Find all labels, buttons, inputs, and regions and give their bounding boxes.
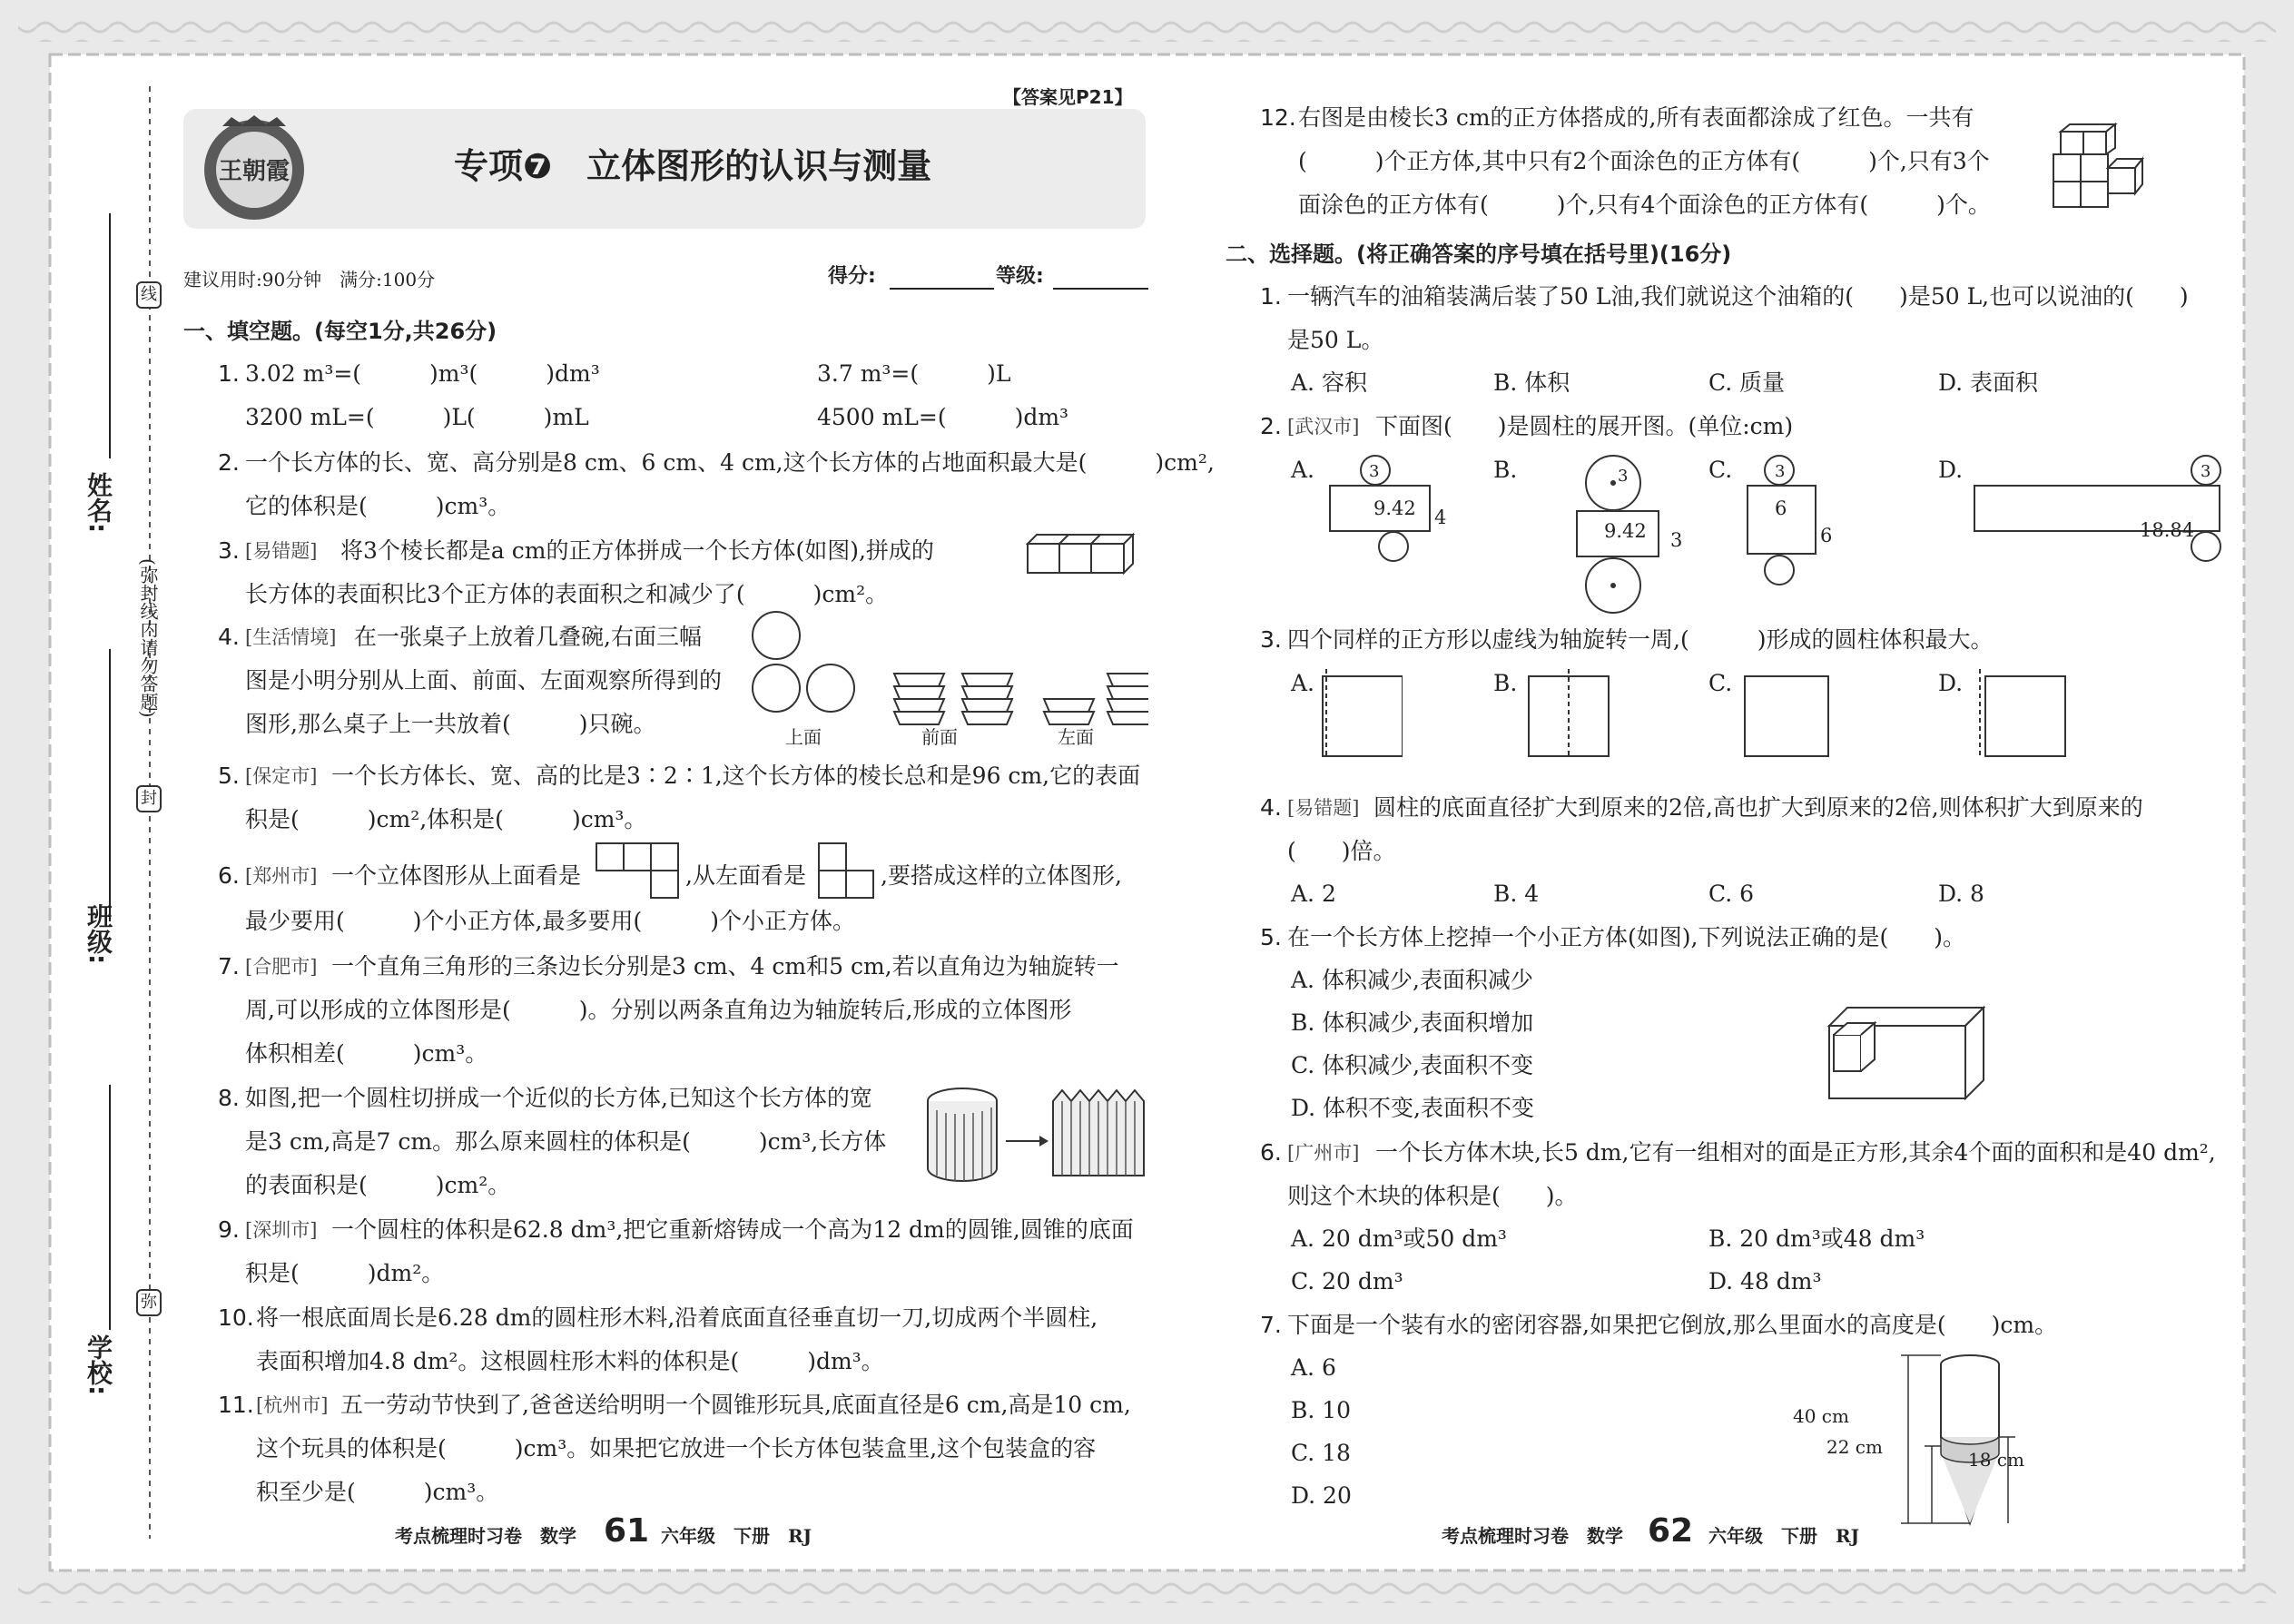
q10-line1: 将一根底面周长是6.28 dm的圆柱形木料,沿着底面直径垂直切一刀,切成两个半圆柱, <box>256 1304 1098 1331</box>
q3-three-cubes-figure <box>1026 531 1139 576</box>
q12-line1: 右图是由棱长3 cm的正方体搭成的,所有表面都涂成了红色。一共有 <box>1298 104 1974 131</box>
class-label: 班级: <box>84 903 113 965</box>
q6-top-view-figure <box>595 842 685 900</box>
c5-option-c[interactable]: C. 体积减少,表面积不变 <box>1291 1052 1534 1078</box>
q6-number: 6. <box>218 862 240 889</box>
q8-cylinder-to-cuboid-figure <box>926 1085 1148 1185</box>
binding-note: (弥封线内请勿答题) <box>137 558 159 718</box>
name-class-school-lines <box>104 213 115 1375</box>
c5-cuboid-with-notch-figure <box>1825 1003 1988 1103</box>
c4-option-d[interactable]: D. 8 <box>1938 881 1984 907</box>
c3-number: 3. <box>1260 626 1282 653</box>
c2-c-length: 6 <box>1775 497 1787 519</box>
c2-option-d[interactable]: D. <box>1938 457 1964 483</box>
q3-number: 3. <box>218 537 240 564</box>
c1-option-d[interactable]: D. 表面积 <box>1938 369 2039 396</box>
grade-blank[interactable] <box>1053 288 1148 290</box>
c4-number: 4. <box>1260 794 1282 821</box>
q12-line3: 面涂色的正方体有( )个,只有4个面涂色的正方体有( )个。 <box>1298 192 1991 218</box>
c2-b-length: 9.42 <box>1604 520 1647 542</box>
q4-number: 4. <box>218 624 240 650</box>
exam-sheet <box>54 59 2240 1566</box>
q9-line2: 积是( )dm²。 <box>245 1260 445 1286</box>
c5-option-b[interactable]: B. 体积减少,表面积增加 <box>1291 1009 1534 1036</box>
c7-height-40: 40 cm <box>1793 1405 1849 1427</box>
q4-view-left-label: 左面 <box>1058 726 1094 748</box>
c2-a-height: 4 <box>1434 507 1447 528</box>
q11-line2: 这个玩具的体积是( )cm³。如果把它放进一个长方体包装盒里,这个包装盒的容 <box>256 1435 1097 1462</box>
page-title: 专项❼ 立体图形的认识与测量 <box>454 146 932 186</box>
q10-line2: 表面积增加4.8 dm²。这根圆柱形木料的体积是( )dm³。 <box>256 1348 884 1374</box>
c2-d-radius-top: 3 <box>2200 462 2211 481</box>
q11-line3: 积至少是( )cm³。 <box>256 1479 499 1505</box>
c2-tag: [武汉市] <box>1287 416 1360 438</box>
q12-line2: ( )个正方体,其中只有2个面涂色的正方体有( )个,只有3个 <box>1298 148 1990 174</box>
c5-option-d[interactable]: D. 体积不变,表面积不变 <box>1291 1095 1534 1121</box>
q4-view-top-label: 上面 <box>785 726 822 748</box>
q9-number: 9. <box>218 1216 240 1243</box>
right-footer-grade: 六年级 下册 RJ <box>1708 1525 1860 1547</box>
c2-c-radius-top: 3 <box>1775 462 1786 481</box>
c3-square-b-figure <box>1527 667 1618 758</box>
c7-option-c[interactable]: C. 18 <box>1291 1440 1351 1466</box>
q5-number: 5. <box>218 763 240 789</box>
q5-tag: [保定市] <box>245 765 318 787</box>
q8-line2: 是3 cm,高是7 cm。那么原来圆柱的体积是( )cm³,长方体 <box>245 1128 887 1155</box>
q12-number: 12. <box>1260 104 1296 131</box>
c1-line2: 是50 L。 <box>1287 327 1384 353</box>
q6-line2: 最少要用( )个小正方体,最多要用( )个小正方体。 <box>245 908 855 934</box>
c3-square-d-figure <box>1974 667 2074 758</box>
c2-c-height: 6 <box>1820 525 1833 546</box>
q11-line1: 五一劳动节快到了,爸爸送给明明一个圆锥形玩具,底面直径是6 cm,高是10 cm, <box>340 1392 1131 1418</box>
q5-line2: 积是( )cm²,体积是( )cm³。 <box>245 806 647 832</box>
c2-line1: 下面图( )是圆柱的展开图。(单位:cm) <box>1375 413 1794 439</box>
c7-option-a[interactable]: A. 6 <box>1291 1354 1336 1381</box>
c3-square-a-figure <box>1321 667 1403 758</box>
answer-reference: 【答案见P21】 <box>1003 86 1133 108</box>
c3-line1: 四个同样的正方形以虚线为轴旋转一周,( )形成的圆柱体积最大。 <box>1287 626 1994 653</box>
q7-line3: 体积相差( )cm³。 <box>245 1040 488 1067</box>
c1-number: 1. <box>1260 283 1282 310</box>
time-and-score-info: 建议用时:90分钟 满分:100分 <box>183 269 436 290</box>
q3-tag: [易错题] <box>245 540 318 562</box>
c3-option-c[interactable]: C. <box>1708 670 1733 696</box>
binding-mark-feng: 封 <box>136 785 162 812</box>
left-footer-book: 考点梳理时习卷 数学 <box>395 1525 576 1547</box>
q1-number: 1. <box>218 360 240 387</box>
q4-line3: 图形,那么桌子上一共放着( )只碗。 <box>245 711 656 737</box>
c7-option-d[interactable]: D. 20 <box>1291 1482 1352 1509</box>
q2-number: 2. <box>218 449 240 476</box>
right-footer-book: 考点梳理时习卷 数学 <box>1442 1525 1623 1547</box>
c6-option-b[interactable]: B. 20 dm³或48 dm³ <box>1708 1225 1925 1252</box>
q11-tag: [杭州市] <box>256 1394 329 1416</box>
c2-option-c[interactable]: C. <box>1708 457 1733 483</box>
q6-left-view-figure <box>817 842 881 900</box>
c4-line2: ( )倍。 <box>1287 838 1396 864</box>
c4-line1: 圆柱的底面直径扩大到原来的2倍,高也扩大到原来的2倍,则体积扩大到原来的 <box>1373 794 2143 821</box>
c7-option-b[interactable]: B. 10 <box>1291 1397 1352 1423</box>
c3-option-a[interactable]: A. <box>1291 670 1315 696</box>
c1-option-c[interactable]: C. 质量 <box>1708 369 1786 396</box>
c5-option-a[interactable]: A. 体积减少,表面积减少 <box>1291 967 1533 993</box>
c6-number: 6. <box>1260 1139 1282 1166</box>
c7-number: 7. <box>1260 1312 1282 1338</box>
c5-number: 5. <box>1260 924 1282 950</box>
q1-part-d: 4500 mL=( )dm³ <box>817 404 1069 430</box>
q7-tag: [合肥市] <box>245 956 318 978</box>
q6-line1-part1: 一个立体图形从上面看是 <box>331 862 582 889</box>
c7-height-22: 22 cm <box>1826 1436 1883 1458</box>
q1-part-c: 3200 mL=( )L( )mL <box>245 404 589 430</box>
left-footer-grade: 六年级 下册 RJ <box>661 1525 812 1547</box>
q6-line1-part3: ,要搭成这样的立体图形, <box>881 862 1122 889</box>
q9-tag: [深圳市] <box>245 1219 318 1241</box>
c6-option-c[interactable]: C. 20 dm³ <box>1291 1268 1403 1294</box>
c3-option-b[interactable]: B. <box>1493 670 1518 696</box>
q10-number: 10. <box>218 1304 254 1331</box>
c6-line1: 一个长方体木块,长5 dm,它有一组相对的面是正方形,其余4个面的面积和是40 dm², <box>1375 1139 2216 1166</box>
svg-text:王朝霞: 王朝霞 <box>218 158 290 185</box>
c4-option-a[interactable]: A. 2 <box>1291 881 1336 907</box>
c2-a-radius-top: 3 <box>1369 462 1380 481</box>
c7-container-figure <box>1888 1346 2033 1537</box>
q2-line1: 一个长方体的长、宽、高分别是8 cm、6 cm、4 cm,这个长方体的占地面积最大是( )cm², <box>245 449 1215 476</box>
c5-line1: 在一个长方体上挖掉一个小正方体(如图),下列说法正确的是( )。 <box>1287 924 1965 950</box>
c2-d-length: 18.84 <box>2140 519 2195 541</box>
section-choice-heading: 二、选择题。(将正确答案的序号填在括号里)(16分) <box>1226 241 1732 267</box>
q4-tag: [生活情境] <box>245 626 337 648</box>
c3-square-c-figure <box>1743 667 1834 758</box>
c1-option-b[interactable]: B. 体积 <box>1493 369 1570 396</box>
publisher-logo <box>195 113 313 227</box>
binding-mark-mi: 弥 <box>136 1289 162 1316</box>
binding-mark-xian: 线 <box>136 281 162 309</box>
q6-tag: [郑州市] <box>245 865 318 887</box>
c6-line2: 则这个木块的体积是( )。 <box>1287 1183 1578 1209</box>
q2-line2: 它的体积是( )cm³。 <box>245 493 511 519</box>
c2-b-radius-top: 3 <box>1618 467 1629 486</box>
c1-line1: 一辆汽车的油箱装满后装了50 L油,我们就说这个油箱的( )是50 L,也可以说油的( ) <box>1287 283 2189 310</box>
q6-line1-part2: ,从左面看是 <box>685 862 806 889</box>
q1-part-b: 3.7 m³=( )L <box>817 360 1011 387</box>
section-fill-in-heading: 一、填空题。(每空1分,共26分) <box>183 319 497 344</box>
q4-line2: 图是小明分别从上面、前面、左面观察所得到的 <box>245 667 723 694</box>
score-label: 得分: <box>828 265 876 288</box>
c2-number: 2. <box>1260 413 1282 439</box>
q5-line1: 一个长方体长、宽、高的比是3∶2∶1,这个长方体的棱长总和是96 cm,它的表面 <box>331 763 1141 789</box>
q4-view-front-label: 前面 <box>921 726 958 748</box>
q8-line3: 的表面积是( )cm²。 <box>245 1172 511 1198</box>
c3-option-d[interactable]: D. <box>1938 670 1964 696</box>
c2-b-height: 3 <box>1670 529 1683 551</box>
q7-number: 7. <box>218 953 240 979</box>
c6-tag: [广州市] <box>1287 1142 1360 1164</box>
q9-line1: 一个圆柱的体积是62.8 dm³,把它重新熔铸成一个高为12 dm的圆锥,圆锥的底面 <box>331 1216 1134 1243</box>
q8-number: 8. <box>218 1085 240 1111</box>
q8-line1: 如图,把一个圆柱切拼成一个近似的长方体,已知这个长方体的宽 <box>245 1085 872 1111</box>
c6-option-a[interactable]: A. 20 dm³或50 dm³ <box>1291 1225 1507 1252</box>
c2-option-a[interactable]: A. <box>1291 457 1315 483</box>
grade-label: 等级: <box>996 265 1044 288</box>
c6-option-d[interactable]: D. 48 dm³ <box>1708 1268 1822 1294</box>
c4-tag: [易错题] <box>1287 797 1360 819</box>
school-label: 学校: <box>84 1334 113 1396</box>
score-blank[interactable] <box>890 288 994 290</box>
q1-part-a: 3.02 m³=( )m³( )dm³ <box>245 360 600 387</box>
q12-stacked-cubes-figure <box>2052 123 2165 209</box>
name-label: 姓名: <box>84 472 113 534</box>
q4-line1: 在一张桌子上放着几叠碗,右面三幅 <box>354 624 702 650</box>
q7-line2: 周,可以形成的立体图形是( )。分别以两条直角边为轴旋转后,形成的立体图形 <box>245 997 1072 1023</box>
c7-height-18: 18 cm <box>1968 1449 2024 1471</box>
right-page-number: 62 <box>1648 1512 1694 1550</box>
q3-line2: 长方体的表面积比3个正方体的表面积之和减少了( )cm²。 <box>245 581 889 607</box>
c2-a-length: 9.42 <box>1373 497 1416 519</box>
q7-line1: 一个直角三角形的三条边长分别是3 cm、4 cm和5 cm,若以直角边为轴旋转一 <box>331 953 1119 979</box>
c2-option-b[interactable]: B. <box>1493 457 1518 483</box>
q11-number: 11. <box>218 1392 254 1418</box>
c4-option-c[interactable]: C. 6 <box>1708 881 1755 907</box>
left-page-number: 61 <box>604 1512 650 1550</box>
c4-option-b[interactable]: B. 4 <box>1493 881 1540 907</box>
c7-line1: 下面是一个装有水的密闭容器,如果把它倒放,那么里面水的高度是( )cm。 <box>1287 1312 2058 1338</box>
c1-option-a[interactable]: A. 容积 <box>1291 369 1367 396</box>
q3-line1: 将3个棱长都是a cm的正方体拼成一个长方体(如图),拼成的 <box>340 537 934 564</box>
